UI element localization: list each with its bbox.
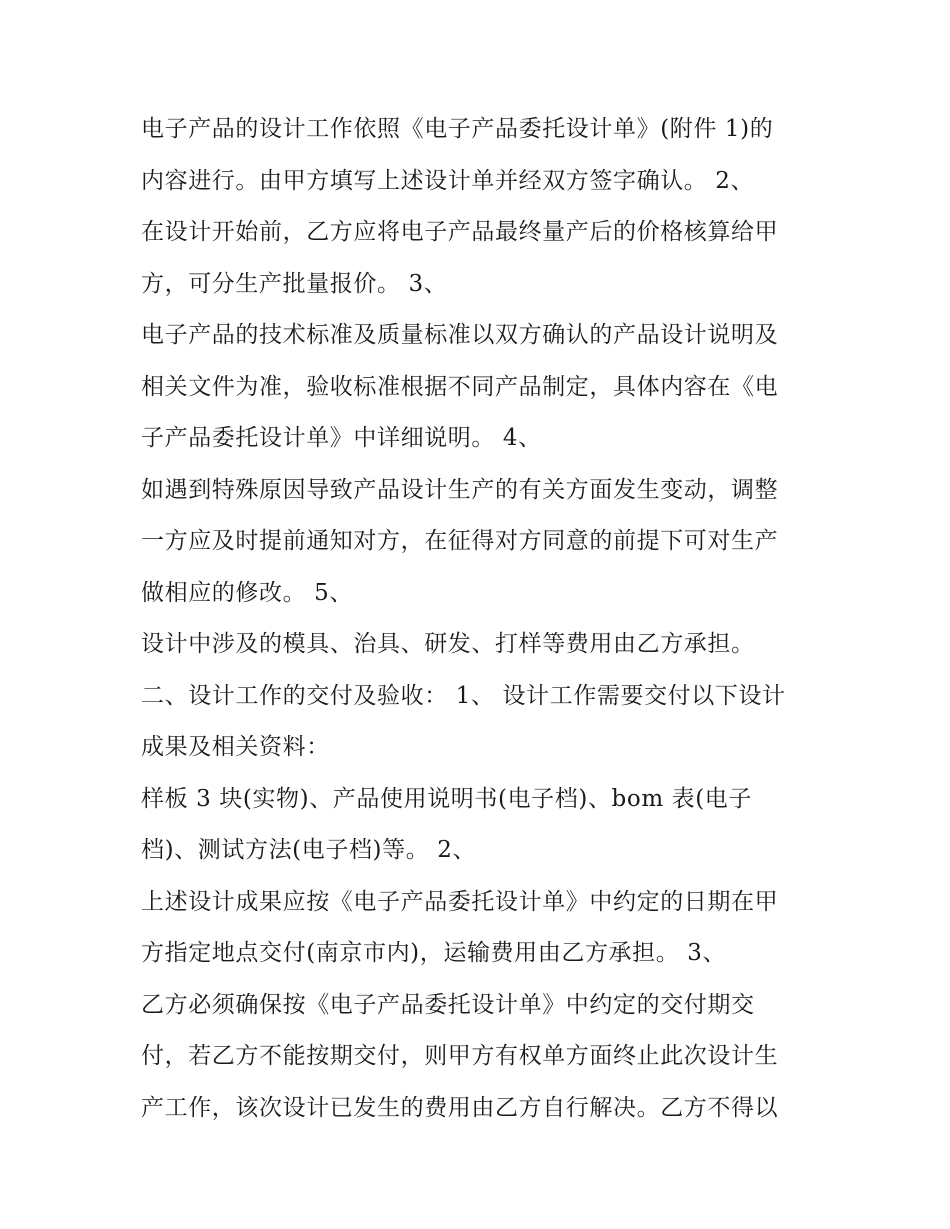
text-line: 电子产品的技术标准及质量标准以双方确认的产品设计说明及 bbox=[141, 322, 779, 348]
text-line: 档)、测试方法(电子档)等。 2、 bbox=[141, 837, 477, 863]
text-line: 二、设计工作的交付及验收： 1、 设计工作需要交付以下设计 bbox=[141, 682, 786, 709]
text-line: 方指定地点交付(南京市内)，运输费用由乙方承担。 3、 bbox=[141, 940, 727, 966]
text-line: 样板 3 块(实物)、产品使用说明书(电子档)、bom 表(电子 bbox=[141, 785, 753, 812]
text-line: 一方应及时提前通知对方，在征得对方同意的前提下可对生产 bbox=[141, 528, 779, 554]
text-line: 付，若乙方不能按期交付，则甲方有权单方面终止此次设计生 bbox=[141, 1043, 779, 1069]
text-line: 乙方必须确保按《电子产品委托设计单》中约定的交付期交 bbox=[141, 991, 755, 1018]
text-line: 子产品委托设计单》中详细说明。 4、 bbox=[141, 425, 542, 451]
text-line: 相关文件为准，验收标准根据不同产品制定，具体内容在《电 bbox=[141, 373, 779, 400]
text-line: 方，可分生产批量报价。 3、 bbox=[141, 270, 448, 297]
text-line: 内容进行。由甲方填写上述设计单并经双方签字确认。 2、 bbox=[141, 167, 755, 194]
text-line: 如遇到特殊原因导致产品设计生产的有关方面发生变动，调整 bbox=[141, 476, 779, 503]
document-body bbox=[141, 104, 841, 1134]
text-line: 产工作，该次设计已发生的费用由乙方自行解决。乙方不得以 bbox=[141, 1094, 779, 1121]
text-line: 做相应的修改。 5、 bbox=[141, 579, 353, 606]
text-line: 设计中涉及的模具、治具、研发、打样等费用由乙方承担。 bbox=[141, 631, 755, 657]
text-line: 电子产品的设计工作依照《电子产品委托设计单》(附件 1)的 bbox=[141, 116, 774, 142]
text-line: 成果及相关资料： bbox=[141, 734, 330, 760]
text-line: 上述设计成果应按《电子产品委托设计单》中约定的日期在甲 bbox=[141, 888, 779, 915]
text-line: 在设计开始前，乙方应将电子产品最终量产后的价格核算给甲 bbox=[141, 219, 779, 245]
